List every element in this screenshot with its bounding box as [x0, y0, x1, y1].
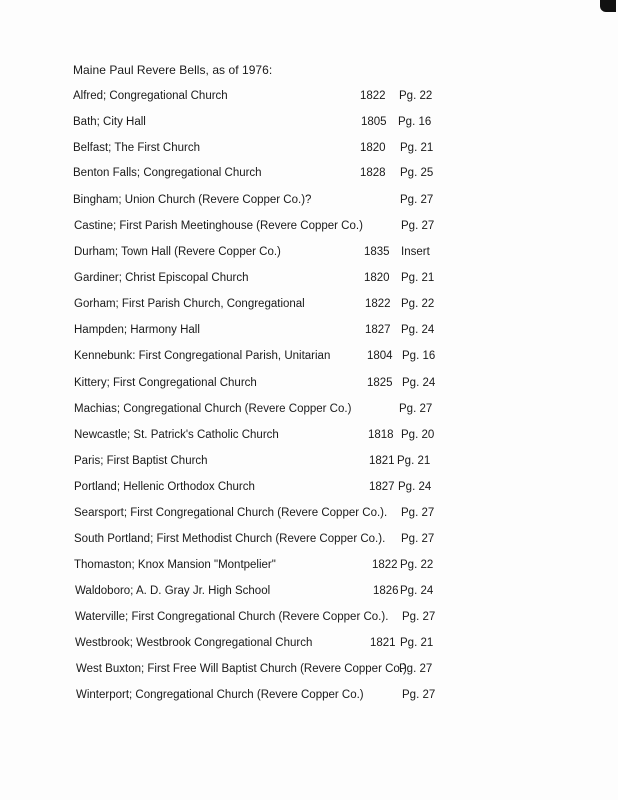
- bell-entry: [0, 167, 618, 183]
- bell-entry: [0, 324, 618, 340]
- entry-year: 1827: [365, 324, 391, 336]
- bell-entry: [0, 90, 618, 106]
- entry-year: 1828: [360, 167, 386, 179]
- bell-entry: [0, 611, 618, 627]
- entry-year: 1820: [360, 142, 386, 154]
- bell-entry: [0, 585, 618, 601]
- bell-entry: [0, 298, 618, 314]
- entry-location: Kennebunk: First Congregational Parish, Unitarian: [74, 350, 331, 362]
- entry-page-ref: Pg. 25: [400, 167, 434, 179]
- entry-location: Paris; First Baptist Church: [74, 455, 208, 467]
- entry-year: 1805: [361, 116, 387, 128]
- entry-location: Newcastle; St. Patrick's Catholic Church: [74, 429, 279, 441]
- entry-page-ref: Pg. 22: [399, 90, 433, 102]
- entry-page-ref: Pg. 21: [400, 637, 434, 649]
- entry-year: 1821: [369, 455, 395, 467]
- entry-location: Gardiner; Christ Episcopal Church: [74, 272, 249, 284]
- entry-year: 1835: [364, 246, 390, 258]
- entry-year: 1822: [365, 298, 391, 310]
- entry-location: Alfred; Congregational Church: [73, 90, 228, 102]
- entry-location: Searsport; First Congregational Church (Revere Copper Co.).: [74, 507, 388, 519]
- bell-entry: [0, 455, 618, 471]
- entry-page-ref: Pg. 27: [402, 611, 436, 623]
- entry-page-ref: Pg. 21: [400, 142, 434, 154]
- bell-entry: [0, 220, 618, 236]
- bell-entry: [0, 507, 618, 523]
- entry-page-ref: Pg. 22: [400, 559, 434, 571]
- entry-location: Durham; Town Hall (Revere Copper Co.): [74, 246, 281, 258]
- entry-year: 1821: [370, 637, 396, 649]
- bell-entry: [0, 429, 618, 445]
- entry-year: 1818: [368, 429, 394, 441]
- entry-page-ref: Pg. 27: [401, 507, 435, 519]
- entry-page-ref: Pg. 27: [401, 220, 435, 232]
- entry-page-ref: Pg. 24: [400, 585, 434, 597]
- entry-year: 1822: [360, 90, 386, 102]
- bell-entry: [0, 246, 618, 262]
- entry-location: Winterport; Congregational Church (Revere Copper Co.): [76, 689, 364, 701]
- entry-page-ref: Pg. 27: [400, 194, 434, 206]
- entry-location: Machias; Congregational Church (Revere Copper Co.): [74, 403, 352, 415]
- entry-page-ref: Pg. 24: [398, 481, 432, 493]
- entry-page-ref: Pg. 27: [399, 403, 433, 415]
- entry-location: Waldoboro; A. D. Gray Jr. High School: [75, 585, 271, 597]
- entry-location: Waterville; First Congregational Church (Revere Copper Co.).: [75, 611, 389, 623]
- entry-page-ref: Pg. 16: [398, 116, 432, 128]
- entry-location: Castine; First Parish Meetinghouse (Revere Copper Co.): [74, 220, 363, 232]
- bell-entry: [0, 559, 618, 575]
- entry-location: West Buxton; First Free Will Baptist Church (Revere Copper Co.): [76, 663, 407, 675]
- bell-entry: [0, 533, 618, 549]
- entry-year: 1826: [373, 585, 399, 597]
- bell-entry: [0, 481, 618, 497]
- entry-page-ref: Pg. 21: [401, 272, 435, 284]
- bell-entry: [0, 194, 618, 210]
- entry-location: Bath; City Hall: [73, 116, 146, 128]
- bell-entry: [0, 116, 618, 132]
- bell-entry: [0, 403, 618, 419]
- entry-location: Belfast; The First Church: [73, 142, 200, 154]
- entry-location: Gorham; First Parish Church, Congregational: [74, 298, 305, 310]
- entry-page-ref: Pg. 27: [401, 533, 435, 545]
- entry-location: South Portland; First Methodist Church (Revere Copper Co.).: [74, 533, 386, 545]
- entry-page-ref: Insert: [401, 246, 430, 258]
- bell-entry: [0, 689, 618, 705]
- entry-page-ref: Pg. 27: [399, 663, 433, 675]
- document-title: Maine Paul Revere Bells, as of 1976:: [73, 63, 273, 77]
- bell-entry: [0, 663, 618, 679]
- entry-year: 1822: [372, 559, 398, 571]
- entry-location: Benton Falls; Congregational Church: [73, 167, 262, 179]
- entry-year: 1825: [367, 377, 393, 389]
- entry-year: 1827: [369, 481, 395, 493]
- entry-page-ref: Pg. 16: [402, 350, 436, 362]
- entry-year: 1804: [367, 350, 393, 362]
- bell-entry: [0, 637, 618, 653]
- entry-location: Kittery; First Congregational Church: [74, 377, 257, 389]
- entry-location: Bingham; Union Church (Revere Copper Co.)?: [73, 194, 312, 206]
- entry-page-ref: Pg. 21: [397, 455, 431, 467]
- entry-location: Thomaston; Knox Mansion "Montpelier": [74, 559, 276, 571]
- entry-page-ref: Pg. 20: [401, 429, 435, 441]
- entry-page-ref: Pg. 22: [401, 298, 435, 310]
- entry-location: Hampden; Harmony Hall: [74, 324, 200, 336]
- entry-page-ref: Pg. 27: [402, 689, 436, 701]
- entry-page-ref: Pg. 24: [402, 377, 436, 389]
- entry-page-ref: Pg. 24: [401, 324, 435, 336]
- bell-entry: [0, 142, 618, 158]
- entry-year: 1820: [364, 272, 390, 284]
- bell-entry: [0, 272, 618, 288]
- bell-entry: [0, 377, 618, 393]
- entry-location: Westbrook; Westbrook Congregational Church: [75, 637, 313, 649]
- bell-entry: [0, 350, 618, 366]
- entry-location: Portland; Hellenic Orthodox Church: [74, 481, 255, 493]
